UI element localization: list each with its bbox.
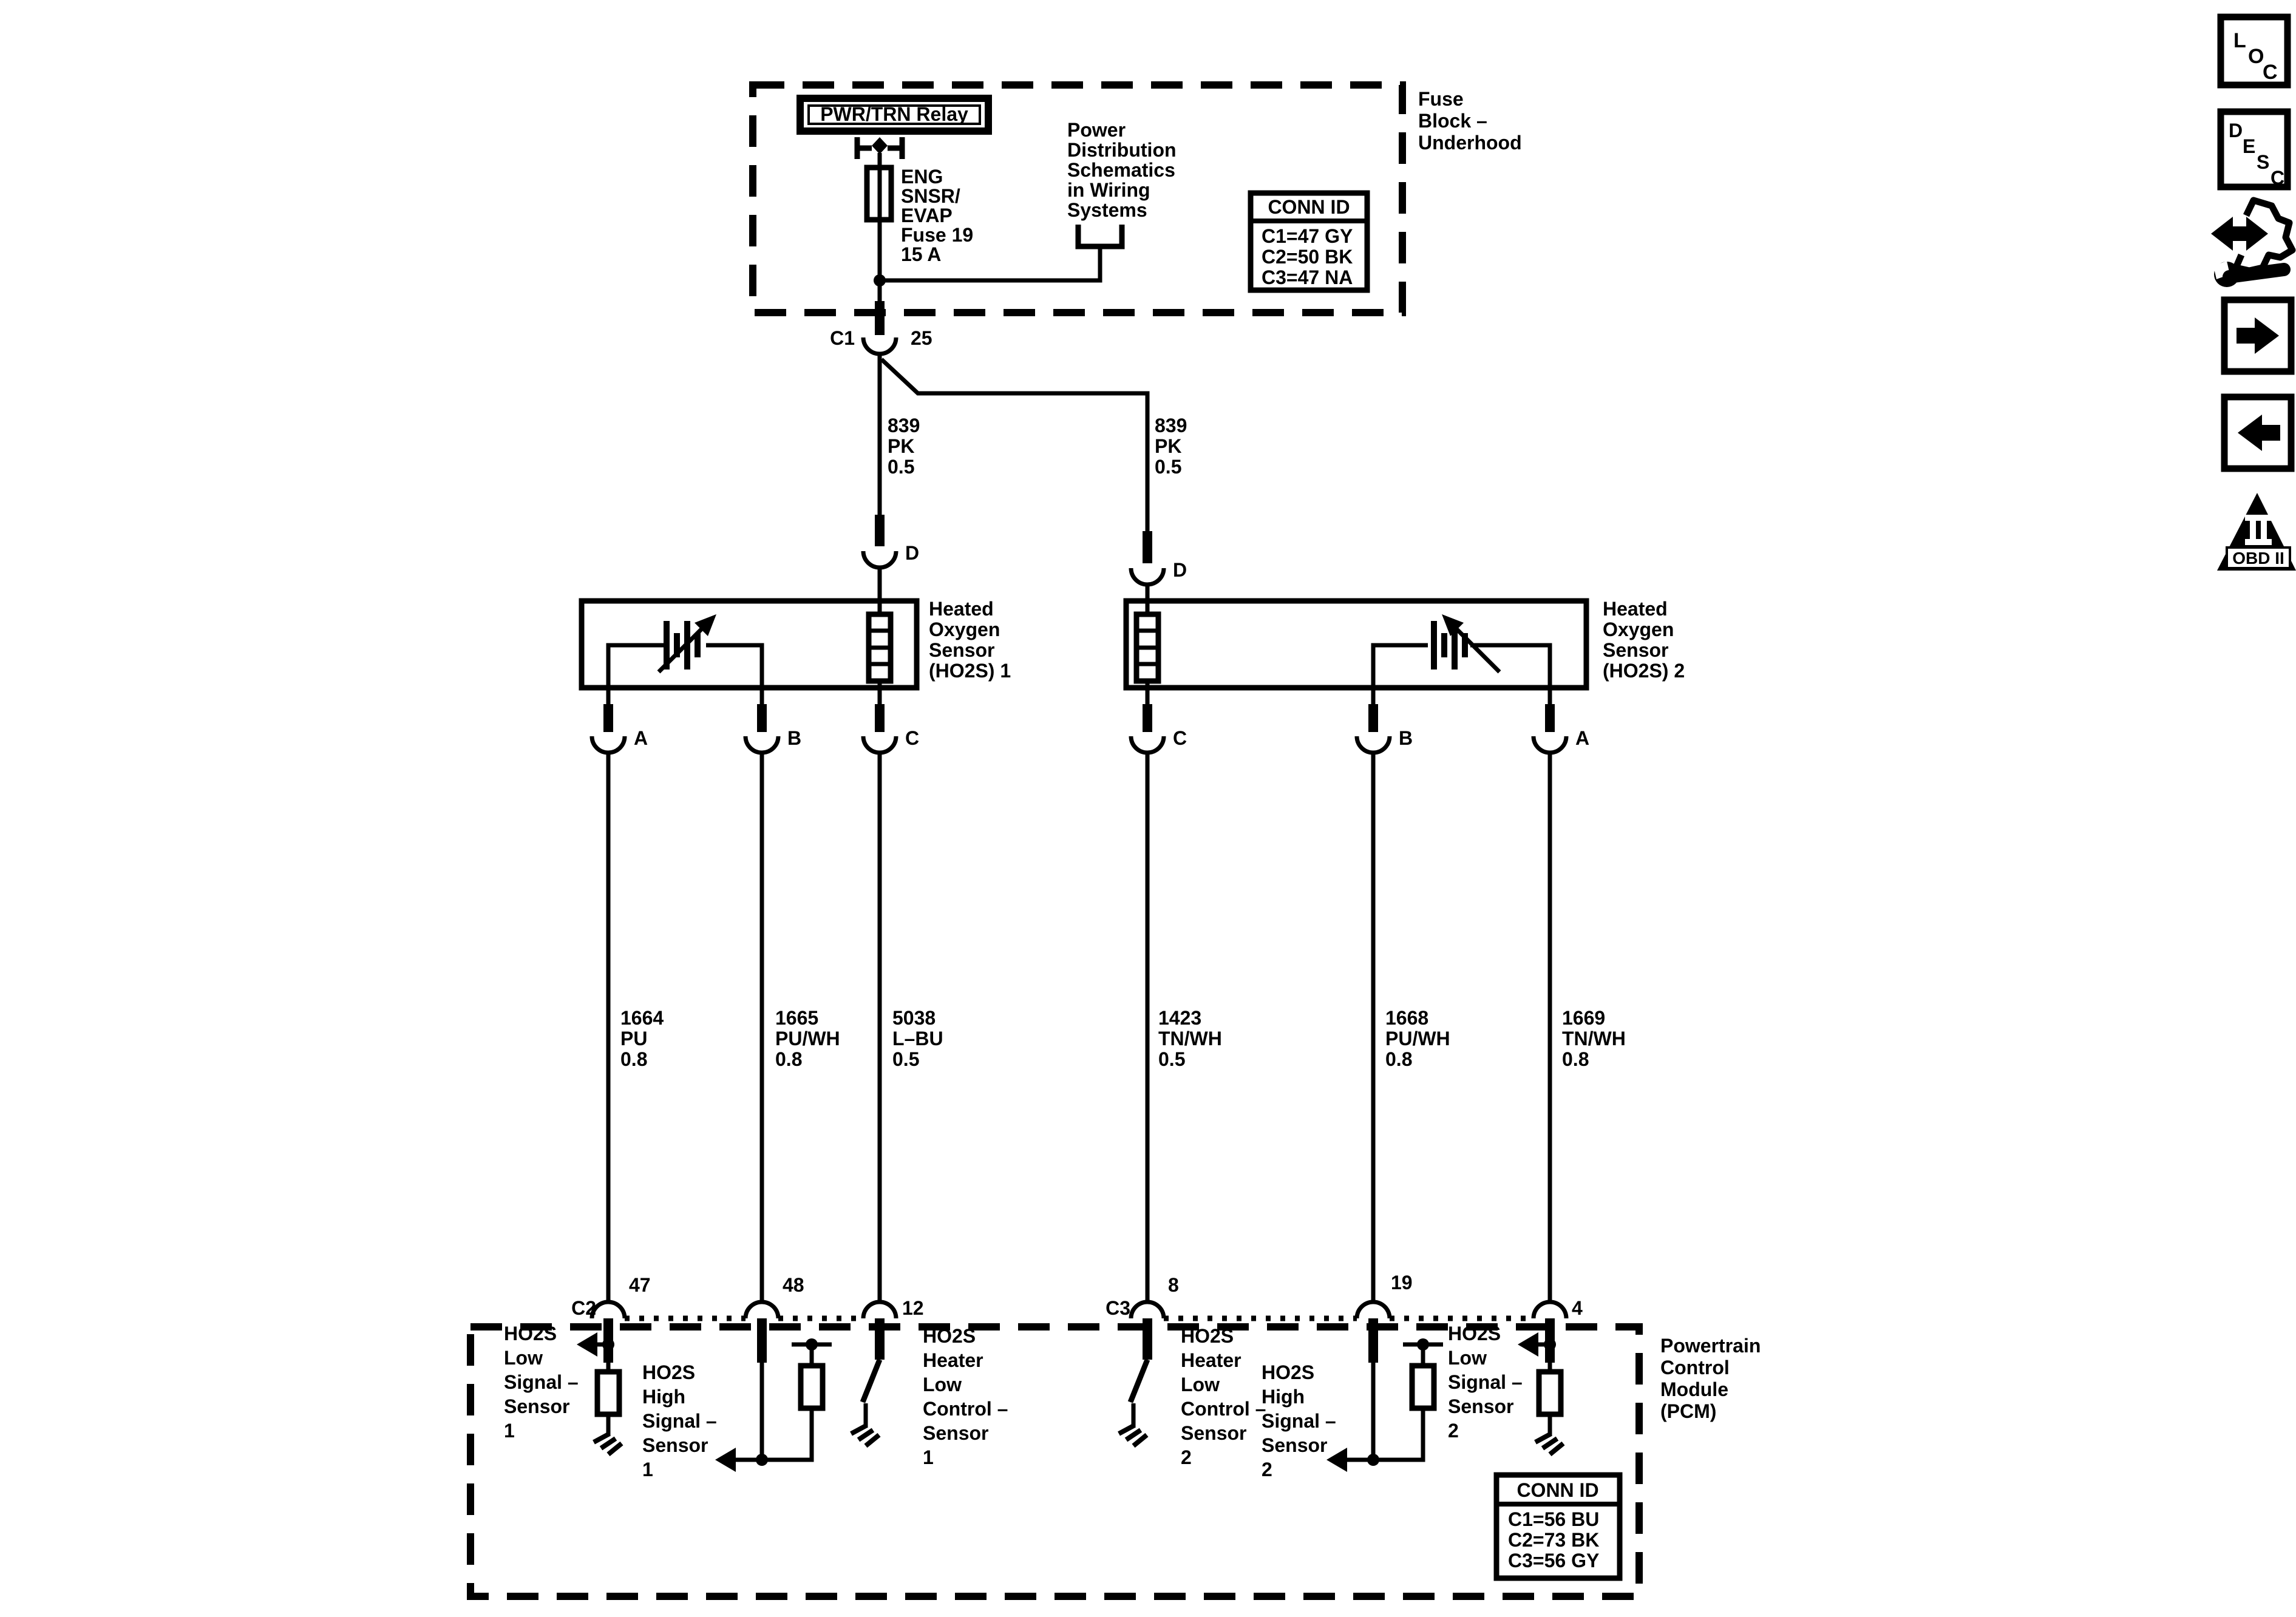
fuse-label: EVAP	[901, 205, 953, 226]
d2-connector-icon	[1131, 568, 1164, 585]
pcm-heater-control-2	[1119, 1325, 1266, 1468]
conn-id-row: C3=56 GY	[1508, 1550, 1600, 1571]
c2-connector-icon	[592, 1302, 625, 1318]
fuse-block-underhood	[753, 85, 1522, 313]
signal-arrow-icon	[1518, 1332, 1538, 1357]
ho2s1-pin-c	[863, 688, 919, 753]
fn-low1-label: Sensor	[504, 1395, 570, 1417]
fn-low2-label: Sensor	[1448, 1395, 1514, 1417]
fn-high2-label: Sensor	[1262, 1434, 1328, 1456]
power-dist-label: in Wiring	[1067, 179, 1150, 201]
c3-pin-19: 19	[1391, 1272, 1413, 1293]
pcm-low-signal-1	[504, 1323, 622, 1454]
wire-839-left-label: 0.5	[888, 456, 915, 478]
fn-low1-label: Low	[504, 1347, 543, 1369]
signal-arrow-icon	[715, 1448, 736, 1472]
pwr-trn-relay	[800, 98, 988, 159]
supply-junction-dot	[1417, 1338, 1429, 1351]
wire-1665-label: 0.8	[775, 1048, 803, 1070]
ground-icon	[851, 1425, 879, 1446]
fn-low1-label: HO2S	[504, 1323, 557, 1344]
power-dist-label: Schematics	[1067, 159, 1175, 181]
wire-839-right-label: 0.5	[1155, 456, 1182, 478]
d2-label: D	[1173, 559, 1187, 581]
ho2s1-label: Heated	[929, 598, 994, 620]
switch-icon	[863, 1360, 880, 1402]
fn-high1-label: High	[642, 1386, 686, 1408]
resistor-icon	[597, 1372, 619, 1414]
relay-label: PWR/TRN Relay	[820, 103, 968, 125]
desc-letter: S	[2257, 151, 2270, 173]
fn-low1-label: Signal –	[504, 1371, 579, 1393]
wire-839-right-label: PK	[1155, 435, 1182, 457]
conn-id-row: C1=56 BU	[1508, 1508, 1600, 1530]
fn-high2-label: High	[1262, 1386, 1305, 1408]
signal-arrow-icon	[577, 1332, 597, 1357]
wire-1664-label: 0.8	[620, 1048, 648, 1070]
c2-connector-icon	[863, 1302, 896, 1318]
pin-connector-icon	[592, 736, 625, 753]
ho2s2-label: Oxygen	[1603, 619, 1674, 640]
junction-dot	[874, 274, 886, 286]
c2-pin-48: 48	[783, 1274, 804, 1296]
wire-5038-label: 0.5	[892, 1048, 920, 1070]
conn-id-row: C3=47 NA	[1262, 266, 1353, 288]
c3-pin-4: 4	[1572, 1297, 1583, 1319]
conn-id-row: C2=73 BK	[1508, 1529, 1600, 1551]
c1-pin-number: 25	[911, 327, 932, 349]
loc-button[interactable]	[2221, 17, 2288, 85]
heater-element-icon	[1136, 614, 1158, 681]
wire-5038-label: 5038	[892, 1007, 936, 1029]
wire-1665-label: 1665	[775, 1007, 819, 1029]
schematic-tool-button[interactable]	[2211, 200, 2292, 287]
fuse-icon	[867, 168, 891, 220]
ho2s2-label: (HO2S) 2	[1603, 660, 1685, 682]
wire-1664-label: PU	[620, 1028, 648, 1049]
loc-letter: L	[2233, 29, 2246, 52]
desc-letter: C	[2271, 167, 2285, 189]
c3-connector-icon	[1131, 1302, 1164, 1318]
pcm-title: Module	[1660, 1378, 1728, 1400]
ho2s2-pin-b-label: B	[1399, 727, 1413, 749]
fuse-block-conn-id-table	[1251, 193, 1367, 290]
pcm-heater-control-1	[851, 1325, 1008, 1468]
fn-low2-label: Low	[1448, 1347, 1487, 1369]
fn-htr2-label: Low	[1181, 1374, 1220, 1395]
c3-pin-8: 8	[1168, 1274, 1179, 1296]
pcm-low-signal-2	[1448, 1323, 1563, 1454]
wire-1665-label: PU/WH	[775, 1028, 840, 1049]
d1-label: D	[905, 542, 920, 564]
resistor-icon	[801, 1366, 823, 1408]
fuse-label: SNSR/	[901, 185, 960, 207]
ho2s2-label: Sensor	[1603, 639, 1669, 661]
conn-id-row: C1=47 GY	[1262, 225, 1353, 247]
desc-letter: D	[2229, 120, 2243, 141]
ho2s2-pin-a	[1533, 688, 1589, 753]
wire-1668-label: 1668	[1385, 1007, 1429, 1029]
fn-htr1-label: 1	[923, 1446, 934, 1468]
loc-letter: O	[2248, 45, 2264, 68]
supply-junction-dot	[806, 1338, 818, 1351]
ho2s1-label: Oxygen	[929, 619, 1000, 640]
fn-htr1-label: Sensor	[923, 1422, 989, 1444]
obd2-label: OBD II	[2232, 549, 2284, 568]
power-dist-label: Distribution	[1067, 139, 1177, 161]
c3-connector-icon	[1357, 1302, 1390, 1318]
power-dist-label: Systems	[1067, 199, 1147, 221]
c2-label: C2	[571, 1297, 596, 1319]
wire-839-left-label: PK	[888, 435, 915, 457]
fn-htr1-label: HO2S	[923, 1325, 976, 1347]
fuse-label: Fuse 19	[901, 224, 974, 246]
pcm-high-signal-2	[1262, 1338, 1443, 1480]
heater-element-icon	[869, 614, 891, 681]
c1-connector-icon	[863, 337, 896, 354]
pin-connector-icon	[1131, 736, 1164, 753]
ho2s1-pin-b-label: B	[787, 727, 802, 749]
desc-letter: E	[2243, 135, 2256, 157]
ho2s1-pin-a	[592, 688, 648, 753]
pcm-module	[470, 1323, 1761, 1596]
forward-arrow-button[interactable]	[2224, 300, 2291, 371]
ho2s1-pin-b	[746, 688, 801, 753]
wire-839-right	[881, 359, 1147, 531]
fuse-block-title: Block –	[1418, 110, 1487, 132]
junction-dot	[1544, 1338, 1556, 1351]
wire-1664-label: 1664	[620, 1007, 664, 1029]
pin-connector-icon	[1357, 736, 1390, 753]
ho2s1-label: Sensor	[929, 639, 995, 661]
c3-connector-icon	[1533, 1302, 1566, 1318]
resistor-icon	[1412, 1366, 1434, 1408]
wire-5038-label: L–BU	[892, 1028, 943, 1049]
pin-connector-icon	[863, 736, 896, 753]
c1-label: C1	[830, 327, 855, 349]
conn-id-row: C2=50 BK	[1262, 246, 1353, 268]
c3-label: C3	[1106, 1297, 1130, 1319]
signal-arrow-icon	[1326, 1448, 1347, 1472]
wire-1423-label: TN/WH	[1158, 1028, 1222, 1049]
conn-id-title: CONN ID	[1517, 1479, 1599, 1501]
ho2s2-pin-a-label: A	[1575, 727, 1590, 749]
fn-htr1-label: Low	[923, 1374, 962, 1395]
d1-connector-icon	[863, 551, 896, 568]
fn-htr1-label: Heater	[923, 1349, 983, 1371]
ho2s1-pin-a-label: A	[634, 727, 648, 749]
fuse-block-title: Fuse	[1418, 88, 1464, 110]
fn-htr2-label: HO2S	[1181, 1325, 1234, 1347]
ho2s2-pin-c-label: C	[1173, 727, 1187, 749]
wire-1669-label: 0.8	[1562, 1048, 1589, 1070]
ground-icon	[594, 1434, 622, 1454]
fuse-block-title: Underhood	[1418, 132, 1522, 154]
c2-pin-12: 12	[902, 1297, 924, 1319]
fn-htr1-label: Control –	[923, 1398, 1008, 1420]
fuse-label: ENG	[901, 166, 943, 188]
sensing-element-icon	[608, 614, 762, 688]
sensing-element-icon	[1373, 614, 1550, 688]
wire-1423-label: 1423	[1158, 1007, 1202, 1029]
ho2s1-sensor	[582, 598, 1011, 753]
ho2s2-pin-c	[1131, 688, 1187, 753]
pcm-connector-row	[571, 1272, 1583, 1363]
c2-connector-icon	[746, 1302, 778, 1318]
wrench-arrow-icon	[2211, 200, 2292, 287]
toolbar	[2211, 17, 2296, 571]
fn-high1-label: Signal –	[642, 1410, 717, 1432]
pcm-high-signal-1	[642, 1338, 832, 1480]
fn-low1-label: 1	[504, 1420, 515, 1442]
obd2-badge[interactable]	[2217, 493, 2296, 571]
wire-1668-label: 0.8	[1385, 1048, 1413, 1070]
fn-low2-label: Signal –	[1448, 1371, 1523, 1393]
ho2s1-label: (HO2S) 1	[929, 660, 1011, 682]
back-arrow-button[interactable]	[2224, 397, 2291, 469]
fn-htr2-label: Sensor	[1181, 1422, 1247, 1444]
switch-icon	[1130, 1360, 1147, 1402]
fuse-label: 15 A	[901, 243, 942, 265]
fn-high2-label: 2	[1262, 1459, 1272, 1480]
pcm-conn-id-table	[1496, 1475, 1620, 1578]
connector-d1	[863, 515, 919, 601]
wire-1668-label: PU/WH	[1385, 1028, 1450, 1049]
ho2s2-label: Heated	[1603, 598, 1668, 620]
wire-839-left-label: 839	[888, 415, 920, 436]
wire-1669-label: TN/WH	[1562, 1028, 1626, 1049]
fn-htr2-label: Heater	[1181, 1349, 1241, 1371]
ho2s1-pin-c-label: C	[905, 727, 920, 749]
c2-pin-47: 47	[629, 1274, 651, 1296]
wire-1669-label: 1669	[1562, 1007, 1606, 1029]
fn-high1-label: 1	[642, 1459, 653, 1480]
fn-high2-label: Signal –	[1262, 1410, 1336, 1432]
ho2s2-pin-b	[1357, 688, 1413, 753]
power-dist-label: Power	[1067, 119, 1126, 141]
connector-d2	[1131, 531, 1187, 601]
junction-dot	[602, 1338, 614, 1351]
fn-high1-label: HO2S	[642, 1361, 696, 1383]
pcm-title: Control	[1660, 1357, 1730, 1378]
ground-icon	[1119, 1425, 1147, 1446]
ground-icon	[1535, 1434, 1563, 1454]
resistor-icon	[1539, 1372, 1561, 1414]
wire-839-right-label: 839	[1155, 415, 1187, 436]
ho2s2-sensor	[1126, 598, 1685, 753]
fn-high2-label: HO2S	[1262, 1361, 1315, 1383]
pin-connector-icon	[746, 736, 778, 753]
fn-low2-label: 2	[1448, 1420, 1459, 1442]
loc-letter: C	[2263, 61, 2278, 84]
fn-high1-label: Sensor	[642, 1434, 708, 1456]
off-page-bracket-icon	[1078, 225, 1122, 246]
fn-htr2-label: 2	[1181, 1446, 1192, 1468]
pcm-title: Powertrain	[1660, 1335, 1761, 1357]
wire-1423-label: 0.5	[1158, 1048, 1186, 1070]
fn-low2-label: HO2S	[1448, 1323, 1501, 1344]
desc-button[interactable]	[2221, 112, 2288, 189]
conn-id-title: CONN ID	[1268, 196, 1350, 218]
pin-connector-icon	[1533, 736, 1566, 753]
pcm-title: (PCM)	[1660, 1400, 1717, 1422]
fn-htr2-label: Control –	[1181, 1398, 1266, 1420]
